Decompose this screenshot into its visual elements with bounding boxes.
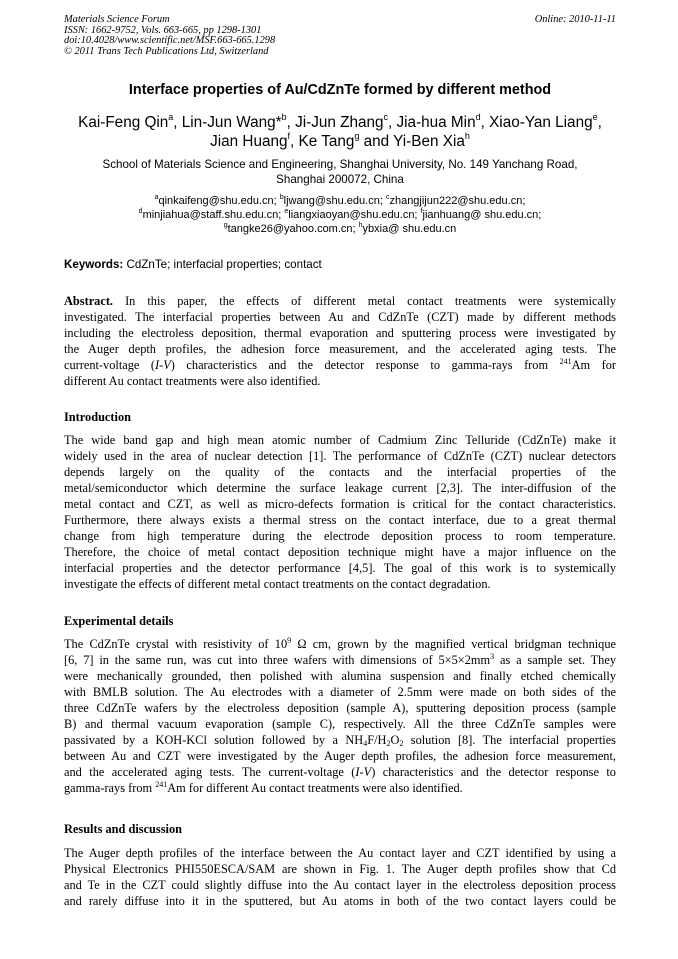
author-list: Kai-Feng Qin$^a$, Lin-Jun Wang*$^b$, Ji-Jun Zhang$^c$, Jia-hua Min$^d$, Xiao-Yan Liang$^e$, Jian Huang$^f$, Ke Tang$^g$ and Yi-Ben Xia$^h$ <box>78 112 602 150</box>
author-name: Kai-Feng Qin <box>78 114 169 131</box>
abstract-line <box>64 357 616 373</box>
author-name: Jian Huang <box>210 133 288 150</box>
author-name: , Ke Tang <box>290 133 355 150</box>
exp-sup: 241 <box>155 780 168 789</box>
section-heading-introduction: Introduction <box>64 410 131 424</box>
author-sup: c <box>383 112 389 122</box>
affiliation <box>64 157 616 187</box>
email-sup: a <box>154 194 159 201</box>
email-sup: g <box>223 222 228 229</box>
author-name: and Yi-Ben Xia <box>359 133 465 150</box>
introduction-line: Furthermore, there always exists a thermal stress on the contact interface, due to a great thermal <box>64 513 616 527</box>
exp-text: [6, 7] in the same run, was cut into three wafers with dimensions of 5×5×2mm <box>64 653 491 667</box>
journal-header <box>64 15 616 57</box>
experimental-line: B) and thermal vacuum evaporation (sample C), respectively. All the three CdZnTe samples were <box>64 717 616 731</box>
results-line: The Auger depth profiles of the interface between the Au contact layer and CZT identified by using a <box>64 846 616 860</box>
affiliation-line: School of Materials Science and Engineering, Shanghai University, No. 149 Yanchang Road, <box>102 158 578 171</box>
keywords-text: CdZnTe; interfacial properties; contact <box>123 258 322 271</box>
email-link[interactable]: minjiahua@staff.shu.edu.cn; <box>142 209 285 221</box>
email-sup: d <box>138 208 143 215</box>
exp-italic: I-V <box>355 765 372 779</box>
exp-text: The CdZnTe crystal with resistivity of 10 <box>64 637 288 651</box>
abstract-line: including the electroless deposition, thermal evaporation and sputtering process were investigated by <box>64 326 616 340</box>
abstract-line <box>64 293 616 309</box>
doi-line: doi:10.4028/www.scientific.net/MSF.663-665.1298 <box>64 35 276 47</box>
introduction-line: metal/semiconductor which determine the surface leakage current [2,3]. The inter-diffusion of the <box>64 481 616 495</box>
experimental-line <box>64 636 616 652</box>
experimental-line <box>64 764 616 780</box>
exp-sup: 9 <box>287 636 292 645</box>
exp-text: passivated by a KOH-KCl solution followed by a NH <box>64 733 364 747</box>
exp-text: O <box>390 733 400 747</box>
exp-text: gamma-rays from <box>64 781 156 795</box>
introduction-line: change from high temperature during the electrode deposition process to room temperature. <box>64 529 616 543</box>
exp-sub: 2 <box>386 739 391 748</box>
email-sup: b <box>279 194 284 201</box>
introduction-line: The wide band gap and high mean atomic number of Cadmium Zinc Telluride (CdZnTe) make it <box>64 433 616 447</box>
abstract-paragraph <box>64 293 616 389</box>
author-name: , Lin-Jun Wang* <box>173 114 282 131</box>
introduction-line: metal contact and CZT, as well as micro-defects formation is critical for the contact characteristics. <box>64 497 616 511</box>
abstract-text: Am for <box>571 358 617 372</box>
email-link[interactable]: tangke26@yahoo.com.cn; <box>227 223 359 235</box>
author-sup: g <box>354 131 360 141</box>
abstract-text: current-voltage ( <box>64 358 156 372</box>
paper-title: Interface properties of Au/CdZnTe formed by different method <box>128 82 552 98</box>
exp-text: solution [8]. The interfacial properties <box>403 733 616 747</box>
abstract-line: the Auger depth profiles, the adhesion force measurement, and the accelerated aging tests. The <box>64 342 616 356</box>
exp-text: as a sample set. They <box>494 653 616 667</box>
exp-text: Ω cm, grown by the magnified vertical bridgman technique <box>291 637 616 651</box>
results-line: Physical Electronics PHI550ESCA/SAM are shown in Fig. 1. The Auger depth profiles show that Cd <box>64 862 616 876</box>
email-list <box>64 194 616 236</box>
author-sup: h <box>464 131 470 141</box>
introduction-line: Therefore, the choice of metal contact deposition technique might have a major influence on the <box>64 545 616 559</box>
author-sup: e <box>592 112 598 122</box>
abstract-text: In this paper, the effects of different metal contact treatments were systemically <box>113 294 616 308</box>
results-line: and rarely diffuse into it in the sputtered, but Au atoms in both of the two contact layers could be <box>64 894 616 908</box>
email-link[interactable]: zhangjijun222@shu.edu.cn; <box>389 195 526 207</box>
introduction-line: investigate the effects of different metal contact treatments on the contact degradation. <box>64 577 491 591</box>
journal-name: Materials Science Forum <box>64 14 170 25</box>
author-name: , Ji-Jun Zhang <box>286 114 384 131</box>
abstract-text: ) characteristics and the detector response to gamma-rays from <box>170 358 560 372</box>
copyright-line: © 2011 Trans Tech Publications Ltd, Switzerland <box>64 45 269 57</box>
affiliation-line: Shanghai 200072, China <box>276 173 404 186</box>
section-heading-experimental: Experimental details <box>64 614 174 628</box>
introduction-line: widely used in the area of nuclear detection [1]. The performance of CdZnTe (CZT) nuclear detectors <box>64 449 616 463</box>
email-sup: f <box>420 208 423 215</box>
experimental-line: three CdZnTe wafers by the electroless deposition (sample A), sputtering deposition process (sample <box>64 701 616 715</box>
introduction-paragraph <box>64 432 616 592</box>
experimental-line: with BMLB solution. The Au electrodes with a diameter of 2.5mm were made on both sides of the <box>64 685 616 699</box>
abstract-sup: 241 <box>559 357 572 366</box>
author-sup: a <box>168 112 174 122</box>
exp-text: Am for different Au contact treatments were also identified. <box>167 781 463 795</box>
experimental-line <box>64 732 616 748</box>
experimental-line: were mechanically grounded, then polished with alumina suspension and finally etched chemically <box>64 669 616 683</box>
exp-sub: 4 <box>363 739 368 748</box>
email-link[interactable]: ybxia@ shu.edu.cn <box>362 223 457 235</box>
issn-line: ISSN: 1662-9752, Vols. 663-665, pp 1298-1301 <box>64 24 262 36</box>
exp-sup: 3 <box>490 652 495 661</box>
author-name: , Jia-hua Min <box>388 114 476 131</box>
exp-text: F/H <box>367 733 387 747</box>
experimental-line: between Au and CZT were investigated by the Auger depth profiles, the adhesion force measurement, <box>64 749 616 763</box>
email-link[interactable]: jianhuang@ shu.edu.cn; <box>422 209 542 221</box>
exp-sub: 2 <box>399 739 404 748</box>
email-sup: h <box>358 222 363 229</box>
author-name: , Xiao-Yan Liang <box>480 114 593 131</box>
exp-text: ) characteristics and the detector response to <box>371 765 616 779</box>
abstract-line: different Au contact treatments were also identified. <box>64 374 321 388</box>
experimental-line <box>64 780 616 796</box>
experimental-paragraph <box>64 636 616 796</box>
author-sup: d <box>475 112 481 122</box>
author-sup: f <box>287 131 291 141</box>
keywords-line <box>64 258 616 271</box>
abstract-label: Abstract. <box>64 294 114 308</box>
email-sup: e <box>284 208 289 215</box>
introduction-line: interfacial properties and the detector performance [4,5]. The goal of this work is to systemically <box>64 561 616 575</box>
experimental-line <box>64 652 616 668</box>
abstract-italic: I-V <box>155 358 171 372</box>
introduction-line: depends largely on the quality of the contacts and the interfacial properties of the <box>64 465 616 479</box>
email-sup: c <box>385 194 390 201</box>
keywords-label: Keywords: <box>64 258 124 271</box>
abstract-line: investigated. The interfacial properties between Au and CdZnTe (CZT) made by different methods <box>64 310 616 324</box>
author-sup: b <box>281 112 287 122</box>
email-link[interactable]: liangxiaoyan@shu.edu.cn; <box>288 209 421 221</box>
exp-text: and the accelerated aging tests. The current-voltage ( <box>64 765 356 779</box>
section-heading-results: Results and discussion <box>64 822 182 836</box>
email-link[interactable]: ljwang@shu.edu.cn; <box>283 195 386 207</box>
results-paragraph <box>64 845 616 909</box>
online-date: Online: 2010-11-11 <box>534 14 616 25</box>
email-link[interactable]: qinkaifeng@shu.edu.cn; <box>158 195 280 207</box>
results-line: and Te in the CZT could slightly diffuse into the Au contact layer in the electroless deposition process <box>64 878 616 892</box>
